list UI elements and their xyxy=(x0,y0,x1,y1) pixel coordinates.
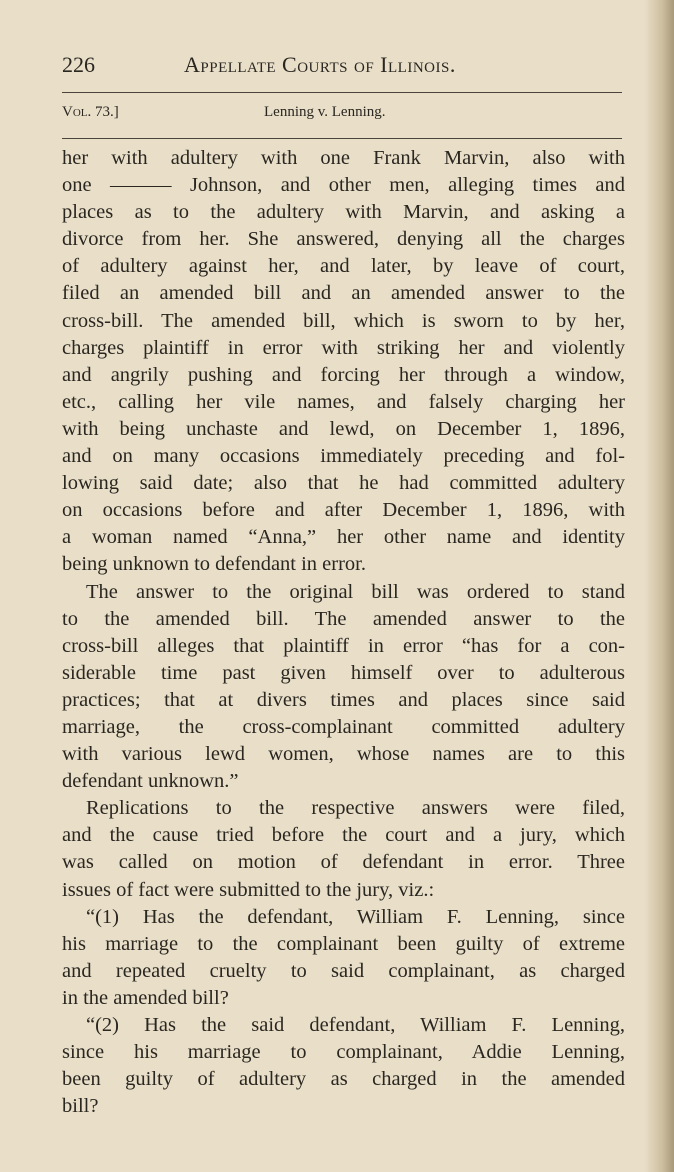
text-line: cross-bill alleges that plaintiff in error “has for a con- xyxy=(62,634,625,657)
text-line: her with adultery with one Frank Marvin, also with xyxy=(62,147,625,169)
text-line: one ——— Johnson, and other men, alleging times and xyxy=(62,174,625,197)
text-line: a woman named “Anna,” her other name and identity xyxy=(62,526,625,549)
page-edge-shadow xyxy=(644,0,674,1172)
text-line: practices; that at divers times and places since said xyxy=(62,688,625,711)
text-line: filed an amended bill and an amended answer to the xyxy=(62,282,625,305)
text-line: Replications to the respective answers were filed, xyxy=(86,797,625,820)
text-line: bill? xyxy=(62,1095,99,1118)
text-line: with being unchaste and lewd, on December 1, 1896, xyxy=(62,417,625,440)
text-line: The answer to the original bill was ordered to stand xyxy=(86,580,625,603)
text-line: to the amended bill. The amended answer to the xyxy=(62,607,625,630)
case-title: Lenning v. Lenning. xyxy=(264,104,386,120)
text-line: cross-bill. The amended bill, which is sworn to by her, xyxy=(62,309,625,332)
text-line: siderable time past given himself over to adulterous xyxy=(62,661,625,684)
text-line: and angrily pushing and forcing her through a window, xyxy=(62,363,625,386)
volume-label: Vol. 73.] xyxy=(62,104,119,120)
text-line: since his marriage to complainant, Addie Lenning, xyxy=(62,1041,625,1064)
text-line: divorce from her. She answered, denying all the charges xyxy=(62,228,625,251)
text-line: defendant unknown.” xyxy=(62,770,239,793)
text-line: of adultery against her, and later, by leave of court, xyxy=(62,255,625,278)
text-line: lowing said date; also that he had committed adultery xyxy=(62,472,625,495)
text-line: been guilty of adultery as charged in the amended xyxy=(62,1068,625,1091)
sub-header-rule xyxy=(62,138,622,139)
text-line: in the amended bill? xyxy=(62,986,229,1009)
text-line: was called on motion of defendant in error. Three xyxy=(62,851,625,874)
page-number: 226 xyxy=(62,52,95,77)
text-line: and repeated cruelty to said complainant, as charged xyxy=(62,959,625,982)
text-line: and on many occasions immediately preceding and fol- xyxy=(62,445,625,468)
running-title: Appellate Courts of Illinois. xyxy=(184,52,456,77)
header-rule xyxy=(62,92,622,93)
text-line: being unknown to defendant in error. xyxy=(62,553,367,576)
text-line: on occasions before and after December 1, 1896, with xyxy=(62,499,625,522)
text-line: “(2) Has the said defendant, William F. Lenning, xyxy=(86,1014,625,1036)
text-line: issues of fact were submitted to the jury, viz.: xyxy=(62,878,435,901)
body-text xyxy=(62,145,625,1120)
text-line: marriage, the cross-complainant committed adultery xyxy=(62,715,625,738)
text-line: with various lewd women, whose names are to this xyxy=(62,743,625,766)
text-line: etc., calling her vile names, and falsely charging her xyxy=(62,390,625,413)
running-header xyxy=(62,52,582,82)
text-line: and the cause tried before the court and a jury, which xyxy=(62,824,625,847)
text-line: his marriage to the complainant been guilty of extreme xyxy=(62,932,625,955)
text-line: “(1) Has the defendant, William F. Lenning, since xyxy=(86,905,625,928)
text-line: places as to the adultery with Marvin, and asking a xyxy=(62,201,625,224)
text-line: charges plaintiff in error with striking her and violently xyxy=(62,336,625,359)
